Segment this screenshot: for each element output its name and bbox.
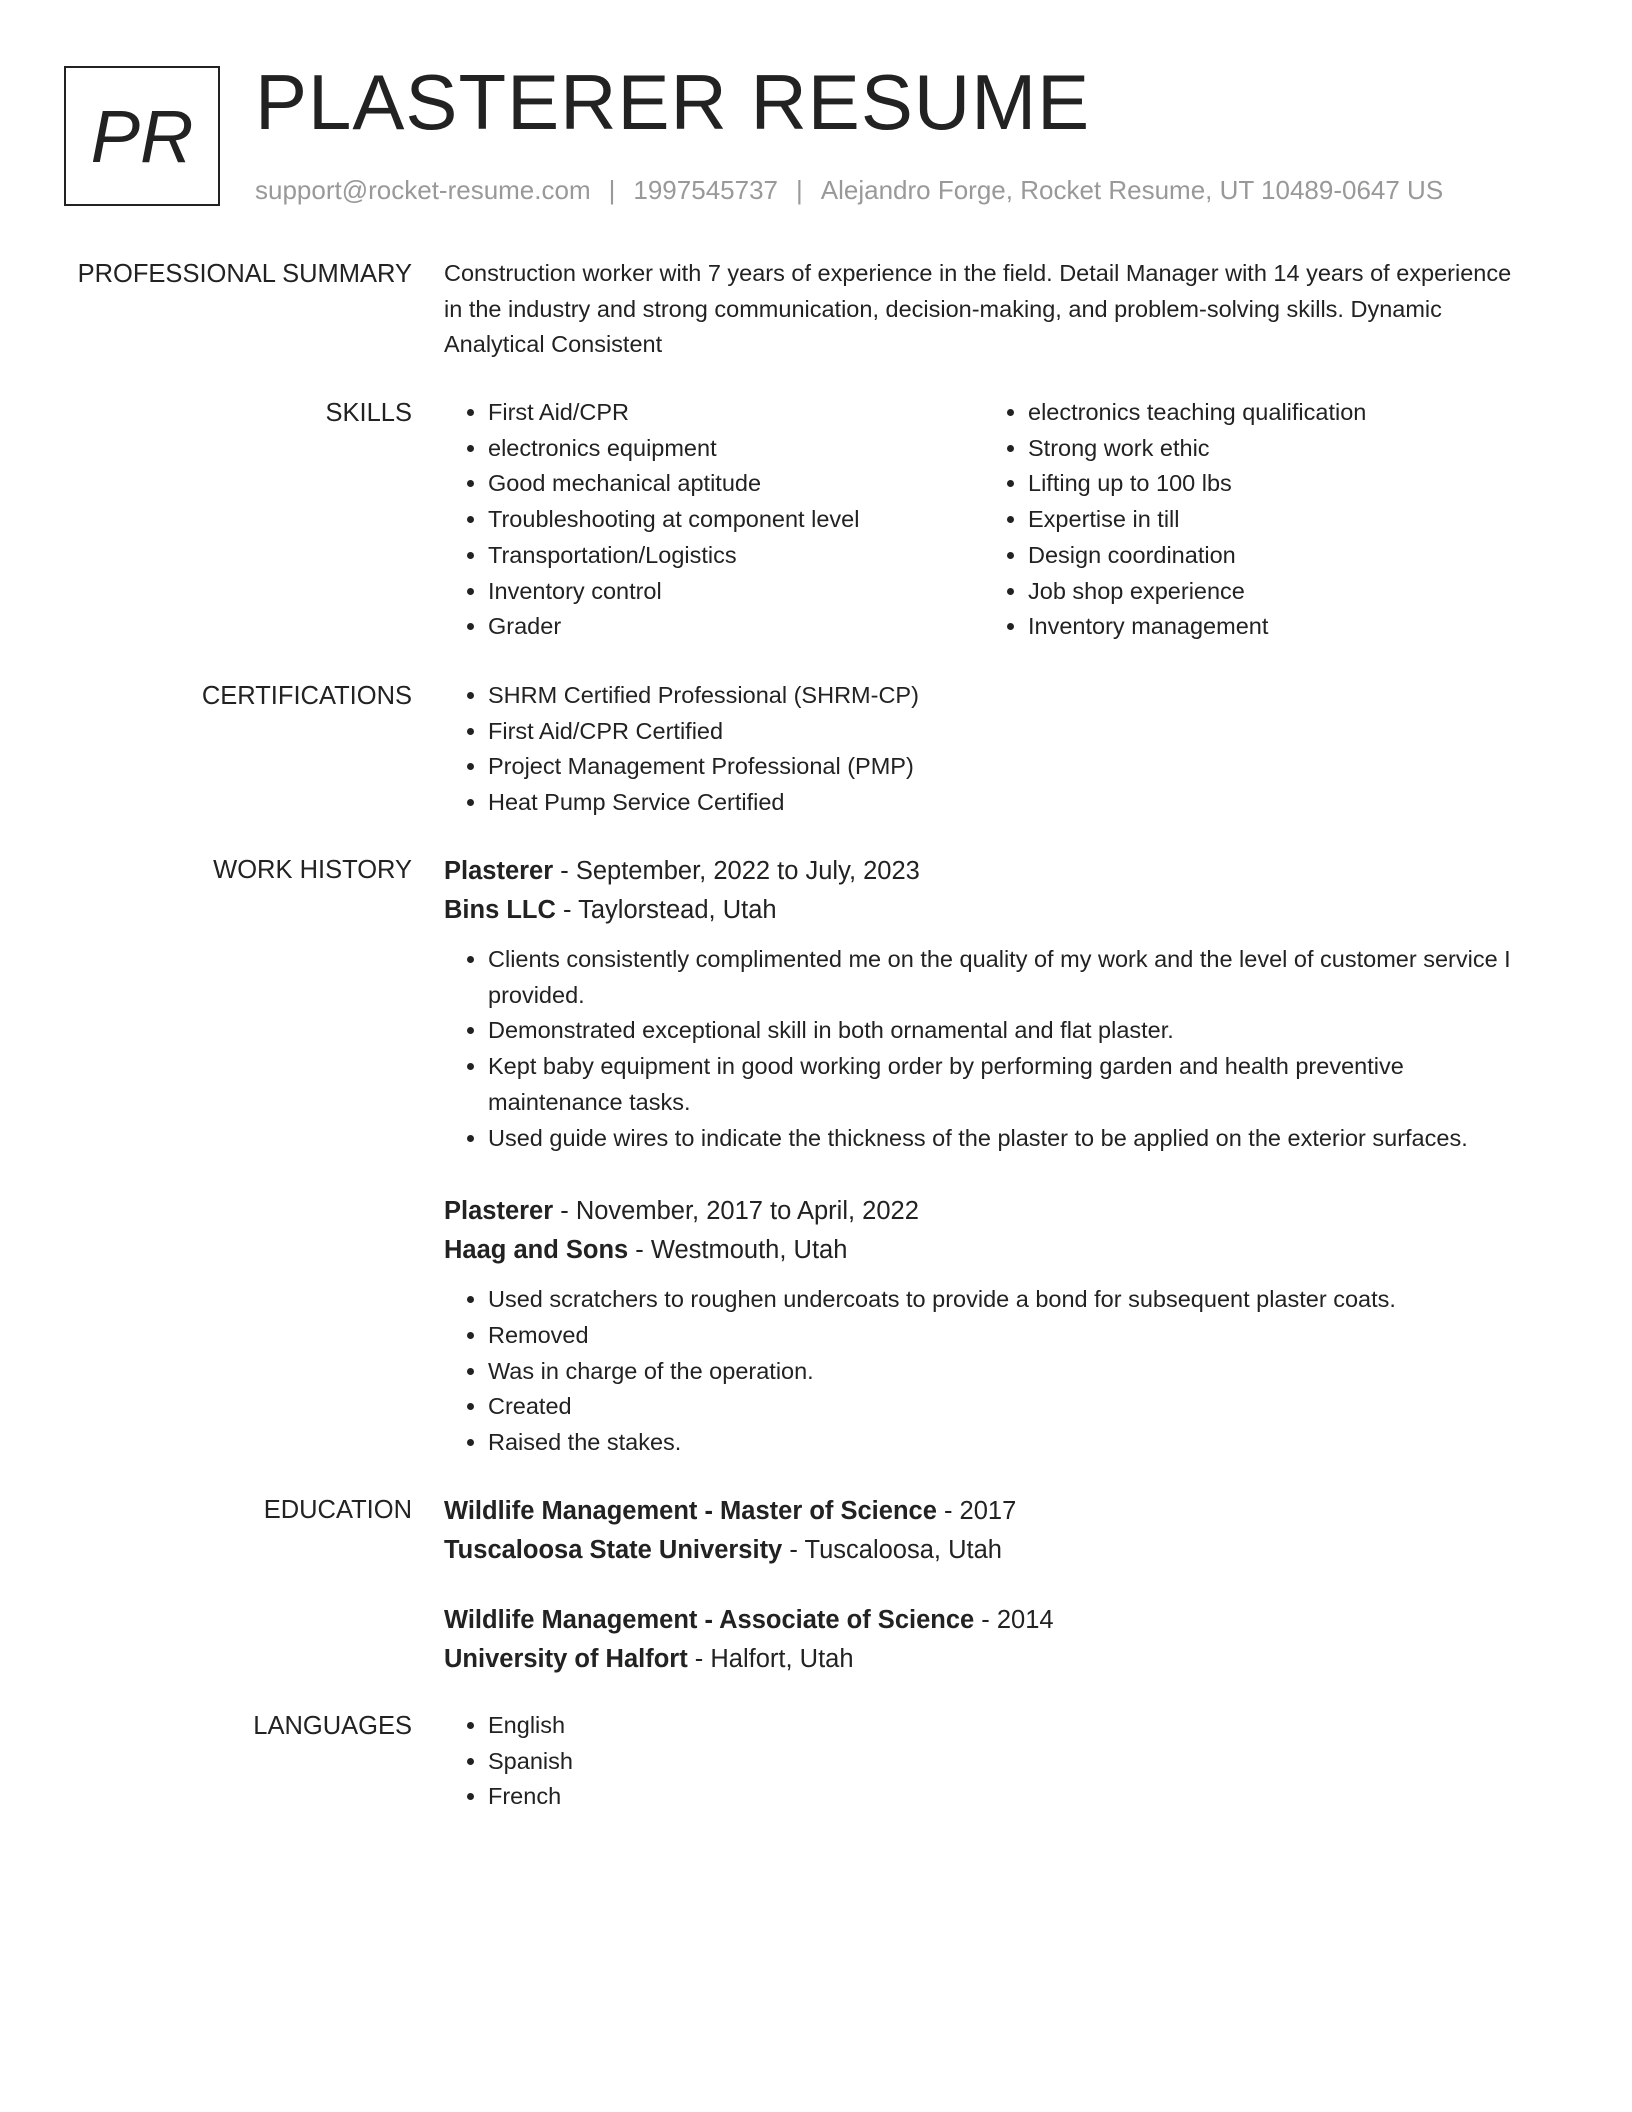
contact-line — [255, 172, 1443, 208]
skills-list-left — [444, 395, 984, 645]
job-dates: - September, 2022 to July, 2023 — [553, 857, 920, 885]
education-degree-line — [444, 1492, 1524, 1531]
skill-item: • Job shop experience — [1028, 574, 1524, 610]
skill-item: • Good mechanical aptitude — [488, 466, 984, 502]
job-title-line — [444, 1192, 1524, 1231]
job-bullet: • Kept baby equipment in good working order by performing garden and health preventive maintenance tasks. — [488, 1049, 1524, 1120]
job-entry — [444, 1192, 1524, 1461]
job-title: Plasterer — [444, 1197, 554, 1226]
job-bullet: • Demonstrated exceptional skill in both ornamental and flat plaster. — [488, 1013, 1524, 1049]
contact-separator: | — [608, 175, 616, 205]
section-label-skills: SKILLS — [325, 399, 412, 427]
work-history-content — [444, 852, 1524, 1461]
job-company-line — [444, 1231, 1524, 1270]
contact-phone: 1997545737 — [633, 175, 778, 205]
languages-content — [444, 1708, 1524, 1815]
job-bullet: • Raised the stakes. — [488, 1425, 1524, 1461]
contact-separator: | — [796, 175, 803, 205]
certification-item: • SHRM Certified Professional (SHRM-CP) — [488, 678, 1524, 714]
job-bullets — [444, 1282, 1524, 1461]
education-year: - 2017 — [936, 1497, 1017, 1525]
skill-item: • Lifting up to 100 lbs — [1028, 466, 1524, 502]
job-bullets — [444, 942, 1524, 1156]
education-location: - Tuscaloosa, Utah — [782, 1536, 1002, 1564]
job-title: Plasterer — [444, 857, 554, 885]
resume-title: PLASTERER RESUME — [255, 58, 1091, 146]
skills-columns — [444, 395, 1524, 645]
skill-item: • Strong work ethic — [1028, 431, 1524, 467]
education-school-line — [444, 1640, 1524, 1679]
job-bullet: • Used guide wires to indicate the thickness of the plaster to be applied on the exterior surfaces. — [488, 1121, 1524, 1157]
monogram-box — [64, 66, 220, 206]
section-label-summary: PROFESSIONAL SUMMARY — [77, 260, 412, 288]
job-company-line — [444, 891, 1524, 930]
certification-item: • First Aid/CPR Certified — [488, 714, 1524, 750]
education-school: Tuscaloosa State University — [444, 1536, 783, 1564]
job-entry — [444, 852, 1524, 1156]
section-label-languages: LANGUAGES — [253, 1712, 412, 1740]
skills-list-right — [984, 395, 1524, 645]
summary-text: Construction worker with 7 years of experience in the field. Detail Manager with 14 years of experience in the industry and strong communication, decision-making, and problem-solving skills. Dynamic Analytical Consistent — [444, 260, 1512, 358]
section-label-education: EDUCATION — [263, 1496, 412, 1524]
skill-item: • Inventory management — [1028, 609, 1524, 645]
skill-item: • First Aid/CPR — [488, 395, 984, 431]
job-bullet: • Removed — [488, 1318, 1524, 1354]
monogram-initials: PR — [90, 94, 194, 178]
job-dates: - November, 2017 to April, 2022 — [553, 1197, 919, 1226]
skill-item: • Grader — [488, 609, 984, 645]
section-label-certifications: CERTIFICATIONS — [201, 682, 412, 710]
section-label-work-history: WORK HISTORY — [213, 856, 412, 884]
contact-email: support@rocket-resume.com — [255, 175, 591, 205]
job-location: - Taylorstead, Utah — [555, 896, 777, 924]
skill-item: • Troubleshooting at component level — [488, 502, 984, 538]
education-school: University of Halfort — [444, 1645, 688, 1673]
certifications-list — [444, 678, 1524, 821]
skill-item: • Expertise in till — [1028, 502, 1524, 538]
education-degree-line — [444, 1601, 1524, 1640]
education-year: - 2014 — [974, 1606, 1054, 1634]
skill-item: • electronics equipment — [488, 431, 984, 467]
education-degree: Wildlife Management - Master of Science — [444, 1497, 937, 1525]
education-content — [444, 1492, 1524, 1679]
education-entry — [444, 1601, 1524, 1679]
skill-item: • Transportation/Logistics — [488, 538, 984, 574]
certification-item: • Project Management Professional (PMP) — [488, 749, 1524, 785]
language-item: • English — [488, 1708, 1524, 1744]
job-bullet: • Was in charge of the operation. — [488, 1354, 1524, 1390]
certification-item: • Heat Pump Service Certified — [488, 785, 1524, 821]
education-degree: Wildlife Management - Associate of Science — [444, 1606, 975, 1634]
skill-item: • Inventory control — [488, 574, 984, 610]
job-bullet: • Created — [488, 1389, 1524, 1425]
job-bullet: • Clients consistently complimented me on the quality of my work and the level of customer service I provided. — [488, 942, 1524, 1013]
job-company: Haag and Sons — [444, 1236, 629, 1265]
education-school-line — [444, 1531, 1524, 1570]
contact-address: Alejandro Forge, Rocket Resume, UT 10489-0647 US — [820, 175, 1444, 205]
education-entry — [444, 1492, 1524, 1570]
job-title-line — [444, 852, 1524, 891]
skill-item: • Design coordination — [1028, 538, 1524, 574]
job-location: - Westmouth, Utah — [628, 1236, 848, 1265]
language-item: • French — [488, 1779, 1524, 1815]
skill-item: • electronics teaching qualification — [1028, 395, 1524, 431]
language-item: • Spanish — [488, 1744, 1524, 1780]
job-company: Bins LLC — [444, 896, 556, 924]
languages-list — [444, 1708, 1524, 1815]
job-bullet: • Used scratchers to roughen undercoats to provide a bond for subsequent plaster coats. — [488, 1282, 1524, 1318]
education-location: - Halfort, Utah — [687, 1645, 854, 1673]
certifications-content — [444, 678, 1524, 821]
